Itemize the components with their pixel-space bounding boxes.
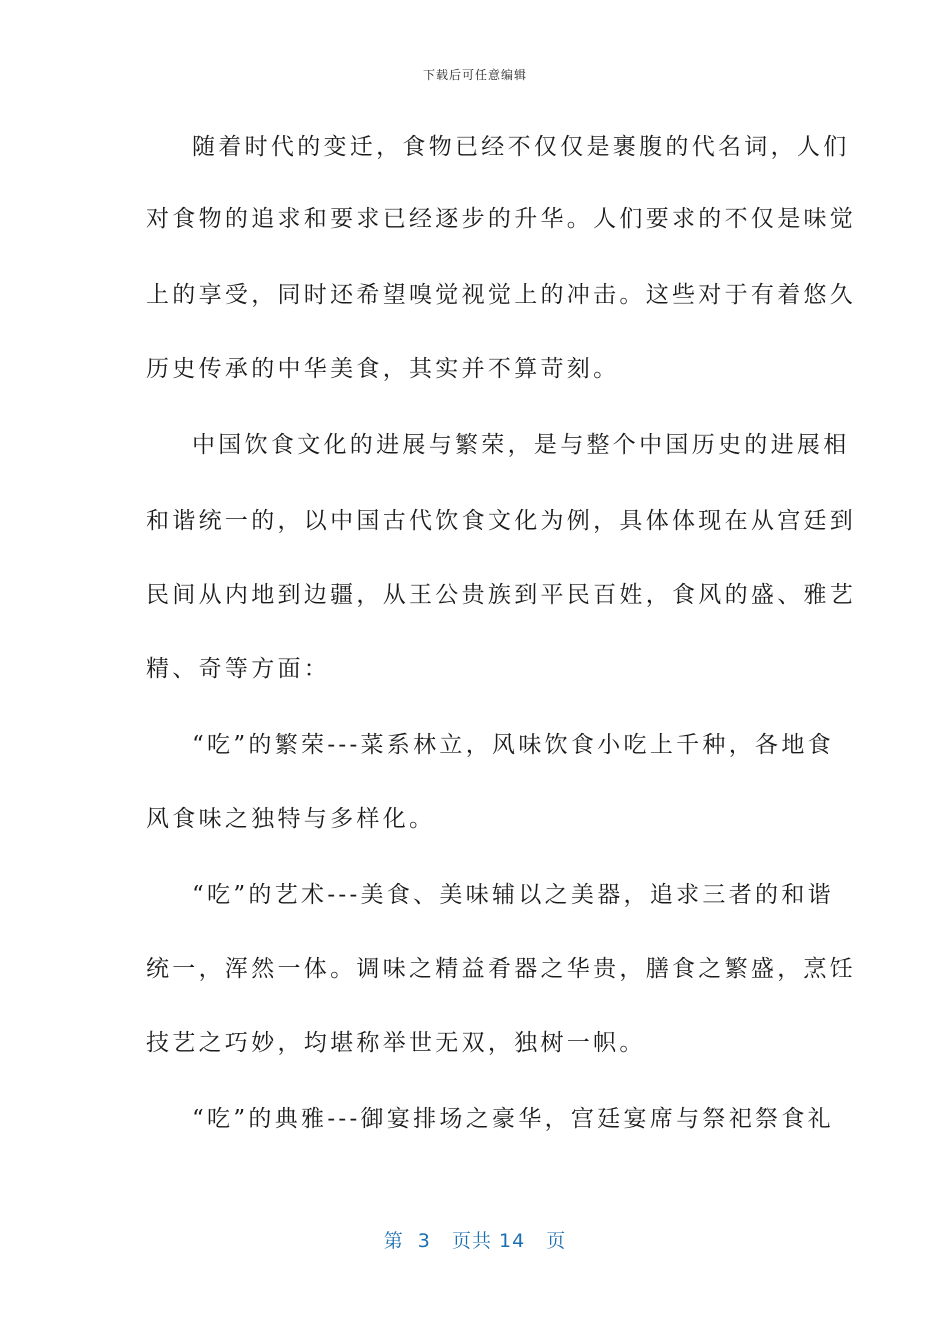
text-line: 统一，浑然一体。调味之精益肴器之华贵，膳食之繁盛，烹饪 [146, 956, 857, 982]
text-line: 中国饮食文化的进展与繁荣，是与整个中国历史的进展相 [192, 432, 850, 458]
page-header: 下载后可任意编辑 [422, 68, 527, 82]
text-line: 技艺之巧妙，均堪称举世无双，独树一帜。 [146, 1030, 646, 1056]
text-line: 精、奇等方面： [146, 656, 331, 682]
text-line: 历史传承的中华美食，其实并不算苛刻。 [146, 356, 620, 382]
text-line: “吃”的典雅---御宴排场之豪华，宫廷宴席与祭祀祭食礼 [192, 1106, 834, 1132]
text-line: “吃”的艺术---美食、美味辅以之美器，追求三者的和谐 [192, 882, 834, 908]
text-line: 和谐统一的，以中国古代饮食文化为例，具体体现在从宫廷到 [146, 508, 857, 534]
text-line: 对食物的追求和要求已经逐步的升华。人们要求的不仅是味觉 [146, 206, 857, 232]
text-line: 随着时代的变迁，食物已经不仅仅是裹腹的代名词，人们 [192, 134, 850, 160]
text-line: 风食味之独特与多样化。 [146, 806, 436, 832]
text-line: 民间从内地到边疆，从王公贵族到平民百姓，食风的盛、雅艺 [146, 582, 857, 608]
page-number-footer: 第 3 页共 14 页 [383, 1230, 567, 1252]
text-line: “吃”的繁荣---菜系林立，风味饮食小吃上千种，各地食 [192, 732, 834, 758]
text-line: 上的享受，同时还希望嗅觉视觉上的冲击。这些对于有着悠久 [146, 282, 857, 308]
